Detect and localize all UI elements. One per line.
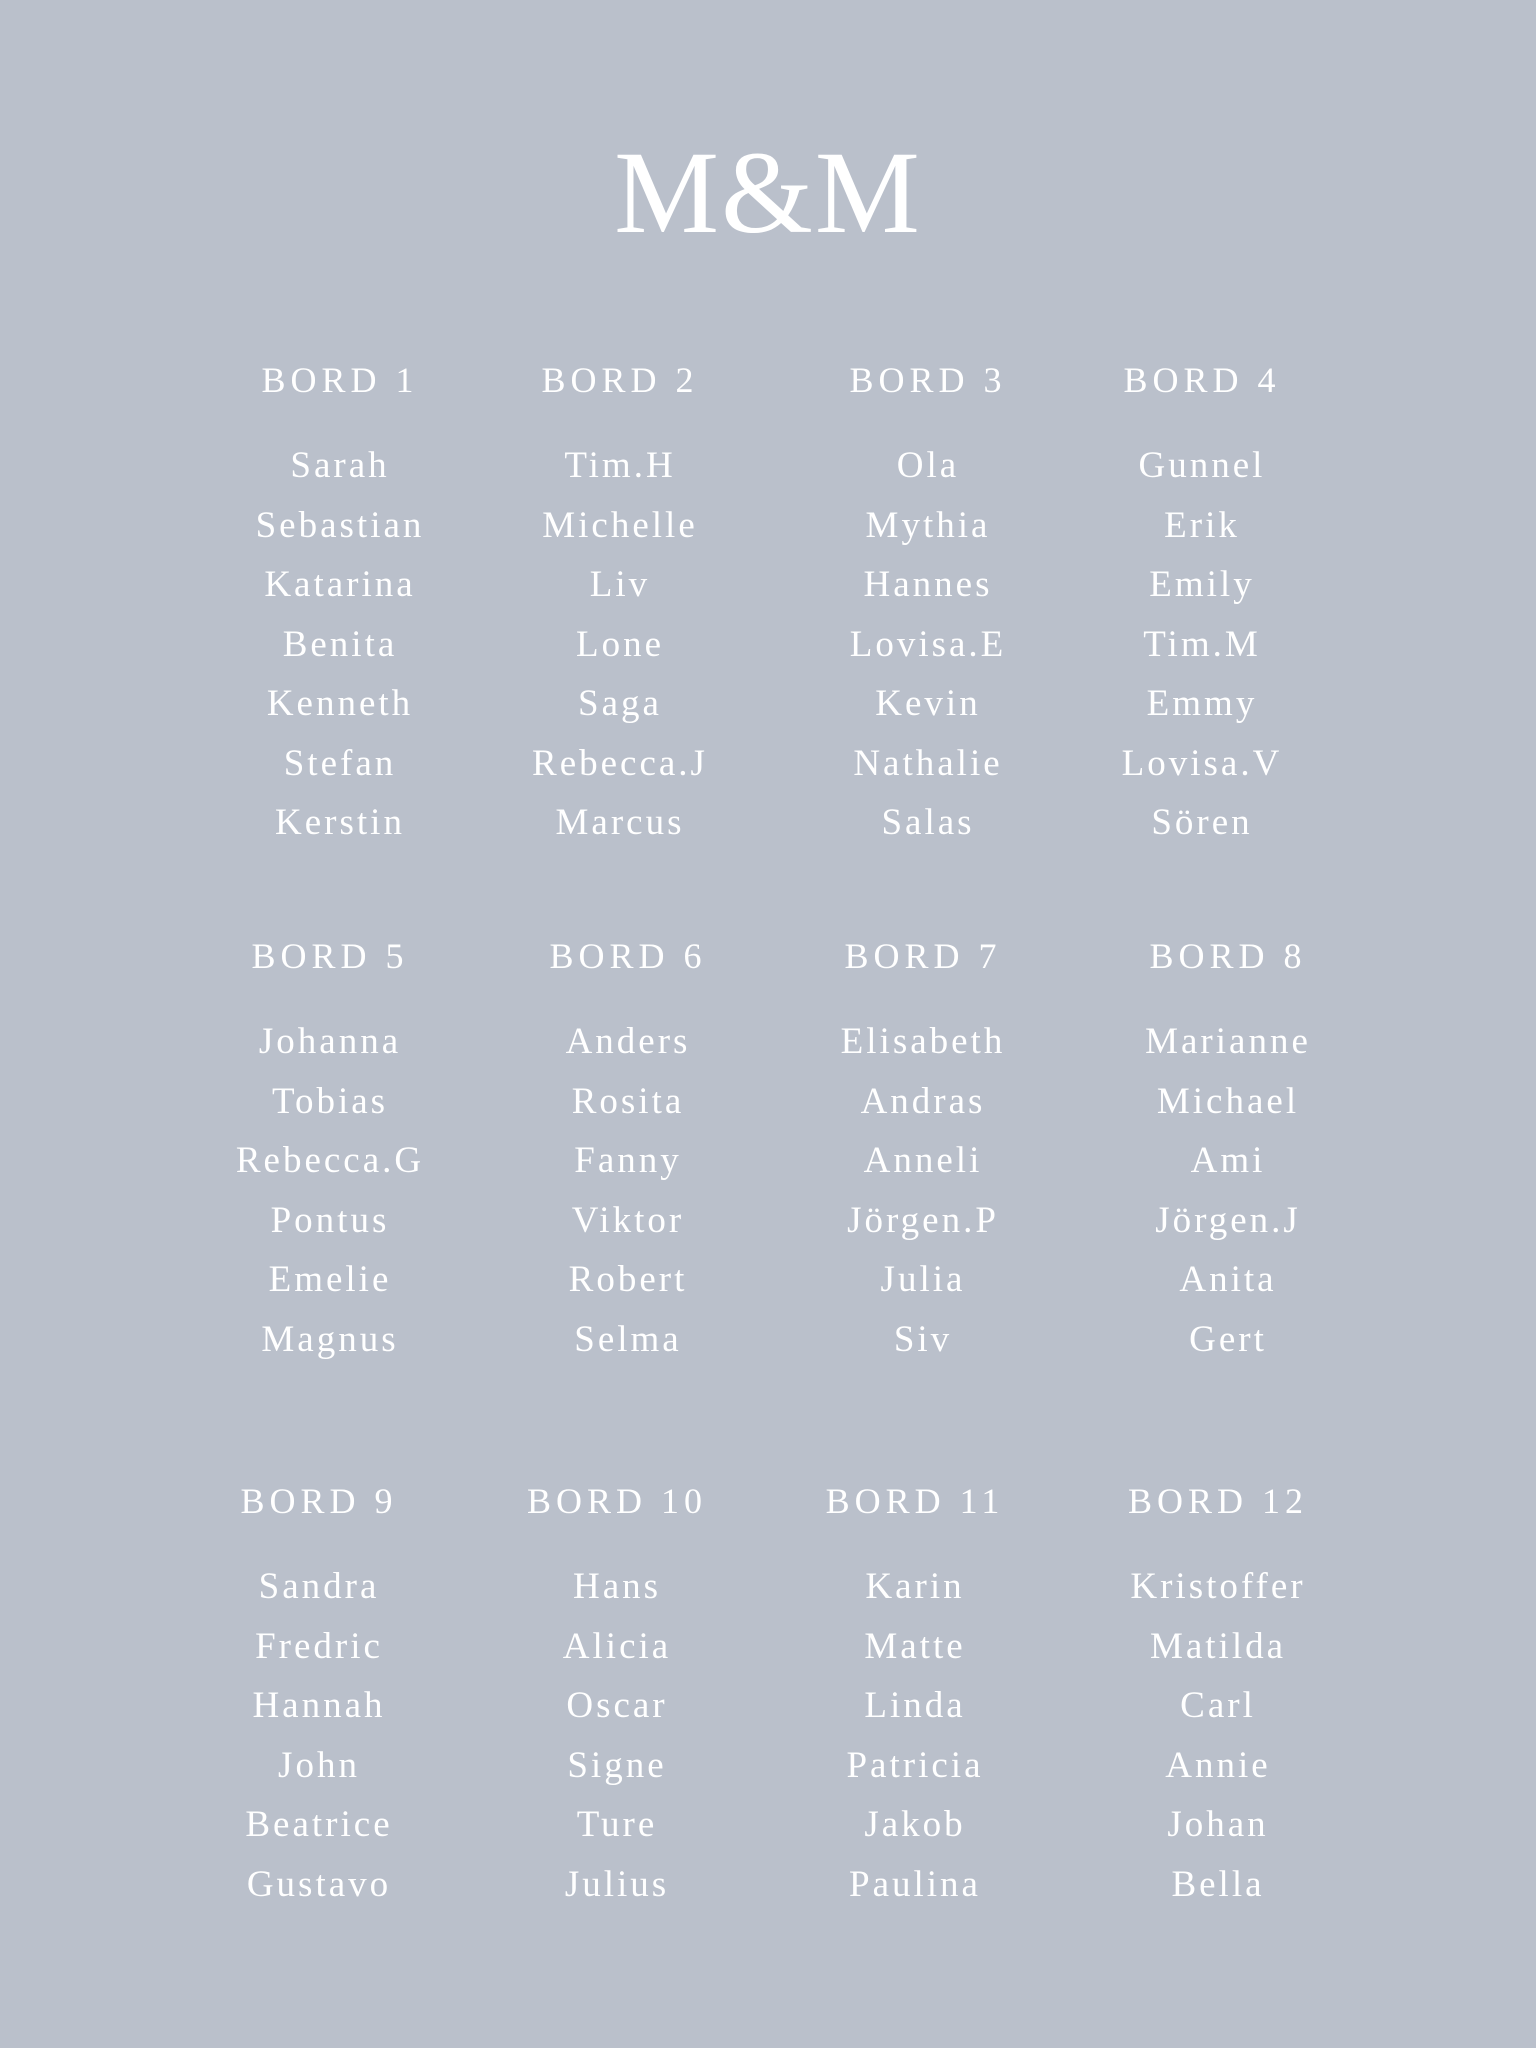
guest-name: Erik [1164, 504, 1240, 546]
guest-name: Selma [574, 1318, 682, 1360]
guest-list [190, 436, 490, 853]
guest-name: Matilda [1149, 1625, 1287, 1667]
guest-list [778, 436, 1078, 853]
guest-name: Emelie [268, 1259, 392, 1300]
guest-name: Andras [860, 1080, 986, 1122]
table-heading: BORD 9 [240, 1481, 398, 1521]
guest-name: Sebastian [255, 504, 425, 546]
guest-list [470, 436, 770, 853]
table-12 [1068, 1479, 1368, 1914]
guest-name: Matte [864, 1625, 966, 1667]
table-heading: BORD 3 [849, 360, 1007, 400]
table-1 [190, 358, 490, 853]
guest-name: Kerstin [275, 802, 405, 843]
guest-name: Rebecca.G [235, 1140, 425, 1181]
guest-name: Jakob [864, 1804, 966, 1845]
guest-name: Kristoffer [1130, 1566, 1306, 1607]
guest-name: Mythia [865, 504, 991, 546]
guest-name: Rosita [571, 1080, 685, 1122]
guest-name: Gustavo [246, 1863, 392, 1905]
guest-name: Michelle [542, 504, 698, 546]
table-heading: BORD 12 [1127, 1481, 1309, 1521]
guest-name: Emmy [1146, 683, 1258, 724]
guest-name: Lovisa.V [1121, 742, 1283, 784]
guest-name: Anita [1179, 1259, 1277, 1300]
table-6 [478, 934, 778, 1369]
guest-name: Julia [880, 1259, 966, 1300]
table-11 [765, 1479, 1065, 1914]
monogram-title: M&M [614, 127, 922, 258]
table-2 [470, 358, 770, 853]
guest-name: Michael [1156, 1080, 1300, 1122]
guest-name: Saga [578, 683, 662, 724]
guest-name: Liv [589, 564, 651, 605]
guest-list [180, 1012, 480, 1369]
table-3 [778, 358, 1078, 853]
guest-name: Hannes [863, 564, 993, 605]
guest-name: Elisabeth [840, 1021, 1006, 1062]
table-9 [169, 1479, 469, 1914]
guest-name: Beatrice [245, 1804, 393, 1845]
guest-name: Anders [565, 1021, 691, 1062]
guest-name: Marcus [555, 802, 685, 843]
guest-name: Tobias [271, 1080, 389, 1122]
guest-name: Fredric [255, 1625, 383, 1667]
guest-name: Oscar [566, 1685, 668, 1726]
guest-name: Rebecca.J [532, 742, 708, 784]
guest-name: Annie [1165, 1744, 1271, 1786]
table-10 [467, 1479, 767, 1914]
guest-name: Sarah [290, 445, 390, 486]
guest-name: Johanna [258, 1021, 402, 1062]
guest-list [1052, 436, 1352, 853]
guest-name: Emily [1149, 564, 1255, 605]
guest-name: Siv [893, 1318, 953, 1360]
guest-name: Katarina [264, 564, 416, 605]
guest-list [765, 1557, 1065, 1914]
guest-name: Jörgen.J [1155, 1199, 1301, 1241]
guest-name: Tim.H [564, 445, 676, 486]
guest-name: Carl [1180, 1685, 1256, 1726]
guest-name: Lone [575, 623, 665, 665]
guest-list [773, 1012, 1073, 1369]
guest-name: Tim.M [1143, 623, 1261, 665]
table-heading: BORD 10 [526, 1481, 708, 1521]
guest-list [1078, 1012, 1378, 1369]
guest-name: Magnus [261, 1318, 399, 1360]
guest-name: Pontus [270, 1199, 390, 1241]
table-heading: BORD 7 [844, 936, 1002, 976]
guest-name: Kenneth [266, 683, 414, 724]
guest-name: Viktor [571, 1199, 685, 1241]
guest-name: Karin [865, 1566, 965, 1607]
guest-name: Anneli [863, 1140, 983, 1181]
table-heading: BORD 8 [1149, 936, 1307, 976]
guest-list [467, 1557, 767, 1914]
guest-name: Jörgen.P [847, 1199, 999, 1241]
guest-name: Hannah [252, 1685, 386, 1726]
guest-name: Hans [572, 1566, 662, 1607]
guest-name: Benita [282, 623, 398, 665]
guest-name: Kevin [875, 683, 981, 724]
table-heading: BORD 5 [251, 936, 409, 976]
guest-name: Fanny [574, 1140, 682, 1181]
guest-name: Nathalie [853, 742, 1003, 784]
guest-name: Johan [1167, 1804, 1269, 1845]
guest-name: Sören [1151, 802, 1253, 843]
guest-list [1068, 1557, 1368, 1914]
guest-name: Lovisa.E [849, 623, 1007, 665]
guest-name: Sandra [258, 1566, 380, 1607]
guest-name: Alicia [562, 1625, 672, 1667]
guest-name: Patricia [846, 1744, 984, 1786]
guest-name: Ami [1190, 1140, 1266, 1181]
guest-name: Paulina [849, 1863, 981, 1905]
table-heading: BORD 6 [549, 936, 707, 976]
table-4 [1052, 358, 1352, 853]
guest-name: Ola [896, 445, 960, 486]
table-7 [773, 934, 1073, 1369]
table-heading: BORD 11 [825, 1481, 1005, 1521]
table-heading: BORD 2 [541, 360, 699, 400]
guest-name: Linda [864, 1685, 966, 1726]
guest-name: Julius [564, 1863, 670, 1905]
table-5 [180, 934, 480, 1369]
table-heading: BORD 4 [1123, 360, 1281, 400]
guest-name: Stefan [283, 742, 397, 784]
guest-name: John [278, 1744, 360, 1786]
guest-name: Bella [1171, 1863, 1265, 1905]
guest-name: Gert [1189, 1318, 1267, 1360]
guest-name: Salas [881, 802, 975, 843]
guest-name: Gunnel [1138, 445, 1266, 486]
guest-list [169, 1557, 469, 1914]
guest-name: Marianne [1145, 1021, 1311, 1062]
guest-name: Signe [567, 1744, 667, 1786]
guest-name: Ture [576, 1804, 658, 1845]
table-8 [1078, 934, 1378, 1369]
table-heading: BORD 1 [261, 360, 419, 400]
guest-name: Robert [568, 1259, 688, 1300]
guest-list [478, 1012, 778, 1369]
